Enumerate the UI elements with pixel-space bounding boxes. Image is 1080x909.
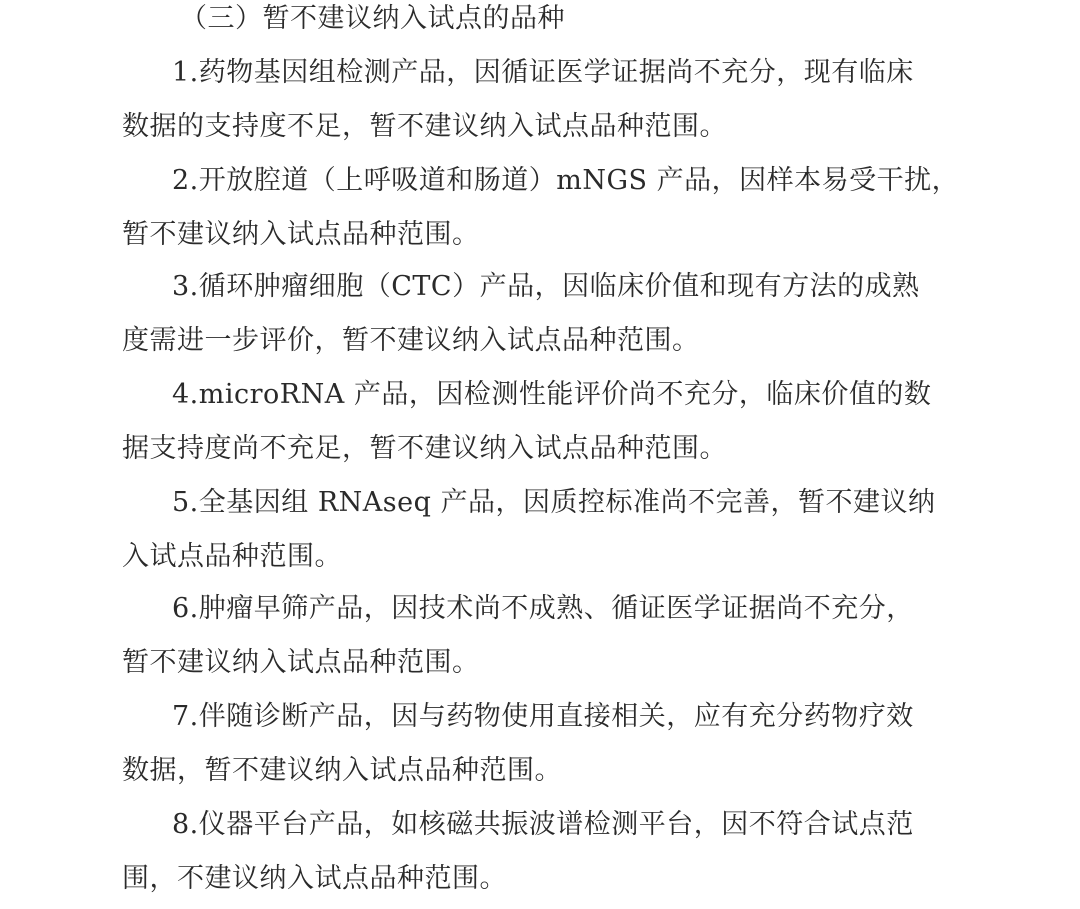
item-7-line-1: 7.伴随诊断产品，因与药物使用直接相关，应有充分药物疗效	[172, 701, 914, 732]
item-7-line-2: 数据，暂不建议纳入试点品种范围。	[122, 755, 562, 786]
item-8-line-1: 8.仪器平台产品，如核磁共振波谱检测平台，因不符合试点范	[172, 809, 914, 840]
item-2-line-1: 2.开放腔道（上呼吸道和肠道）mNGS 产品，因样本易受干扰，	[172, 165, 960, 196]
section-heading: （三）暂不建议纳入试点的品种	[180, 3, 565, 34]
item-6-line-2: 暂不建议纳入试点品种范围。	[122, 647, 480, 678]
item-8-line-2: 围，不建议纳入试点品种范围。	[122, 863, 507, 894]
item-4-line-1: 4.microRNA 产品，因检测性能评价尚不充分，临床价值的数	[172, 379, 932, 410]
item-4-line-2: 据支持度尚不充足，暂不建议纳入试点品种范围。	[122, 433, 727, 464]
item-5-line-1: 5.全基因组 RNAseq 产品，因质控标准尚不完善，暂不建议纳	[172, 487, 936, 518]
item-6-line-1: 6.肿瘤早筛产品，因技术尚不成熟、循证医学证据尚不充分，	[172, 593, 914, 624]
item-3-line-1: 3.循环肿瘤细胞（CTC）产品，因临床价值和现有方法的成熟	[172, 271, 920, 302]
item-3-line-2: 度需进一步评价，暂不建议纳入试点品种范围。	[122, 325, 700, 356]
item-1-line-2: 数据的支持度不足，暂不建议纳入试点品种范围。	[122, 111, 727, 142]
item-2-line-2: 暂不建议纳入试点品种范围。	[122, 219, 480, 250]
item-1-line-1: 1.药物基因组检测产品，因循证医学证据尚不充分，现有临床	[172, 57, 914, 88]
item-5-line-2: 入试点品种范围。	[122, 541, 342, 572]
